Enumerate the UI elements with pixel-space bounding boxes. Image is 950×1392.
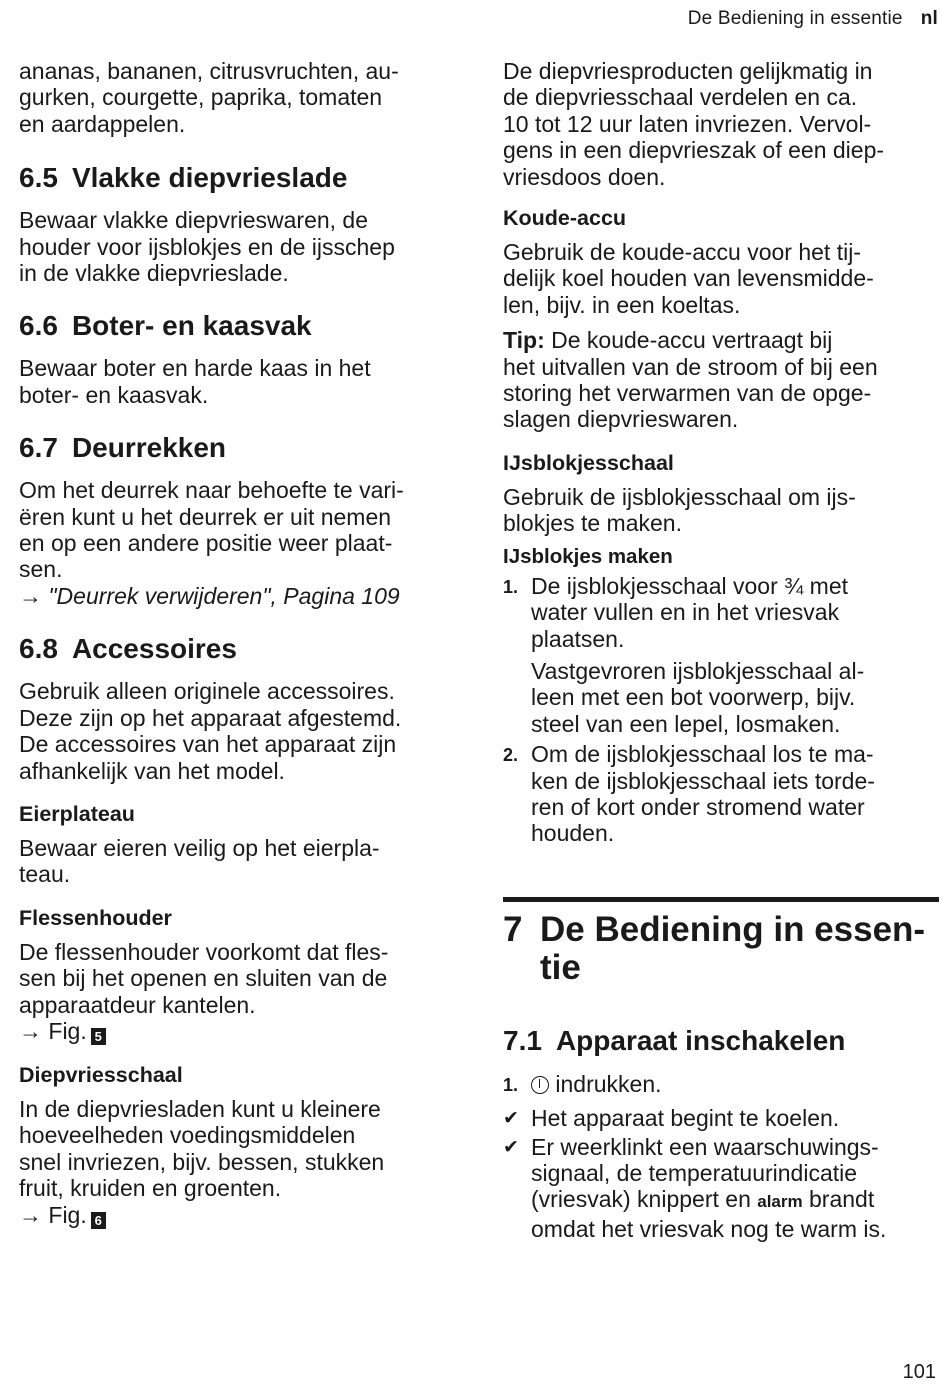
section-6-8-heading: [19, 633, 459, 665]
tip-label: Tip:: [503, 327, 545, 354]
section-number: 6.7: [19, 432, 58, 464]
section-6-8-body: Gebruik alleen originele accessoires. Deze zijn op het apparaat afgestemd. De accessoires van het apparaat zijn afhankelijk van het model.: [19, 678, 402, 784]
step-number: 1.: [503, 576, 519, 597]
figure-number-badge: 6: [91, 1212, 106, 1229]
step-item: [503, 573, 939, 737]
power-icon: [531, 1076, 549, 1094]
section-number: 6.8: [19, 633, 58, 665]
result-text: [531, 1134, 939, 1243]
result-text: Het apparaat begint te koelen.: [531, 1105, 840, 1132]
language-code: nl: [920, 8, 938, 29]
intro-paragraph: De diepvriesproducten gelijkmatig in de diepvriesschaal verdelen en ca. 10 tot 12 uur laten invriezen. Vervol- gens in een diepvrieszak of een diep- vriesdoos doen.: [503, 58, 885, 190]
right-column: [503, 58, 939, 1242]
step-text: [531, 1071, 939, 1097]
section-number: 6.5: [19, 162, 58, 194]
cross-reference[interactable]: [19, 583, 459, 609]
flessenhouder-heading: Flessenhouder: [19, 905, 172, 930]
section-6-6-heading: [19, 310, 459, 342]
step-number: 1.: [503, 1074, 519, 1095]
section-6-5-body: Bewaar vlakke diepvrieswaren, de houder voor ijsblokjes en de ijsschep in de vlakke diepvrieslade.: [19, 207, 395, 287]
step-note: Vastgevroren ijsblokjesschaal al- leen met een bot voorwerp, bijv. steel van een lepel, losmaken.: [531, 657, 865, 737]
koude-accu-body: Gebruik de koude-accu voor het tij- delijk koel houden van levensmidde- len, bijv. in een koeltas.: [503, 239, 874, 318]
figure-reference[interactable]: [19, 1018, 459, 1045]
section-6-5-heading: [19, 162, 459, 194]
diepvriesschaal-heading: Diepvriesschaal: [19, 1062, 183, 1087]
tip-rest: het uitvallen van de stroom of bij een storing het verwarmen van de opge- slagen diepvrieswaren.: [503, 353, 878, 433]
section-6-7-body: Om het deurrek naar behoefte te vari- ëren kunt u het deurrek er uit nemen en op een andere positie weer plaat- sen.: [19, 477, 404, 583]
result-text-b: brandt omdat het vriesvak nog te warm is.: [531, 1186, 887, 1242]
section-title: Accessoires: [71, 633, 237, 665]
header-title: De Bediening in essentie: [687, 8, 903, 29]
cross-reference-text[interactable]: "Deurrek verwijderen", Pagina 109: [48, 582, 400, 609]
figure-label: Fig.: [48, 1017, 87, 1044]
diepvriesschaal-body: In de diepvriesladen kunt u kleinere hoeveelheden voedingsmiddelen snel invriezen, bijv. bessen, stukken fruit, kruiden en groenten.: [19, 1095, 385, 1202]
section-6-6-body: Bewaar boter en harde kaas in het boter- en kaasvak.: [19, 355, 371, 408]
step-text: De ijsblokjesschaal voor ¾ met water vullen en in het vriesvak plaatsen.: [531, 572, 849, 652]
chapter-title: De Bediening in essen- tie: [540, 909, 926, 987]
section-6-7-heading: [19, 432, 459, 464]
section-title: Boter- en kaasvak: [71, 310, 312, 342]
tip-first-line: De koude-accu vertraagt bij: [544, 327, 833, 354]
arrow-right-icon: →: [19, 1201, 42, 1228]
ijsblokjesschaal-body: Gebruik de ijsblokjesschaal om ijs- blokjes te maken.: [503, 483, 856, 537]
section-title: Deurrekken: [71, 432, 227, 464]
flessenhouder-body: De flessenhouder voorkomt dat fles- sen bij het openen en sluiten van de apparaatdeur kantelen.: [19, 938, 389, 1018]
arrow-right-icon: →: [19, 1017, 42, 1044]
ijsblokjes-maken-heading: IJsblokjes maken: [503, 544, 673, 568]
step-number: 2.: [503, 745, 519, 766]
tip-paragraph: [503, 327, 939, 433]
koude-accu-heading: Koude-accu: [503, 206, 627, 231]
section-7-1-heading: [503, 1025, 939, 1057]
section-title: Vlakke diepvrieslade: [71, 162, 348, 194]
eierplateau-body: Bewaar eieren veilig op het eierpla- teau.: [19, 834, 380, 888]
alarm-indicator: alarm: [757, 1192, 803, 1212]
result-item: [503, 1134, 939, 1243]
chapter-number: 7: [503, 909, 523, 949]
ijsblokjesschaal-heading: IJsblokjesschaal: [503, 450, 674, 475]
step-item: [503, 1071, 939, 1097]
eierplateau-heading: Eierplateau: [19, 801, 135, 826]
arrow-right-icon: →: [19, 582, 42, 609]
chapter-rule: [503, 897, 939, 902]
figure-reference[interactable]: [19, 1202, 459, 1229]
running-header: [688, 8, 938, 30]
checkmark-icon: ✔: [503, 1136, 519, 1158]
page-number: 101: [902, 1361, 936, 1383]
chapter-7-heading: [503, 911, 939, 987]
step-item: [503, 741, 939, 847]
checkmark-icon: ✔: [503, 1108, 519, 1130]
section-number: 7.1: [503, 1024, 542, 1056]
result-text-a: Er weerklinkt een waarschuwings- signaal, de temperatuurindicatie (vriesvak) knippert en: [531, 1133, 879, 1213]
step-text: Om de ijsblokjesschaal los te ma- ken de ijsblokjesschaal iets torde- ren of kort onder stromend water houden.: [531, 741, 875, 847]
section-title: Apparaat inschakelen: [555, 1024, 846, 1056]
section-number: 6.6: [19, 310, 58, 342]
figure-number-badge: 5: [91, 1028, 106, 1045]
step-action: indrukken.: [549, 1070, 662, 1097]
left-column: [19, 58, 459, 1229]
result-item: [503, 1105, 939, 1131]
figure-label: Fig.: [48, 1201, 87, 1228]
intro-paragraph: ananas, bananen, citrusvruchten, au- gurken, courgette, paprika, tomaten en aardappelen.: [19, 58, 399, 137]
